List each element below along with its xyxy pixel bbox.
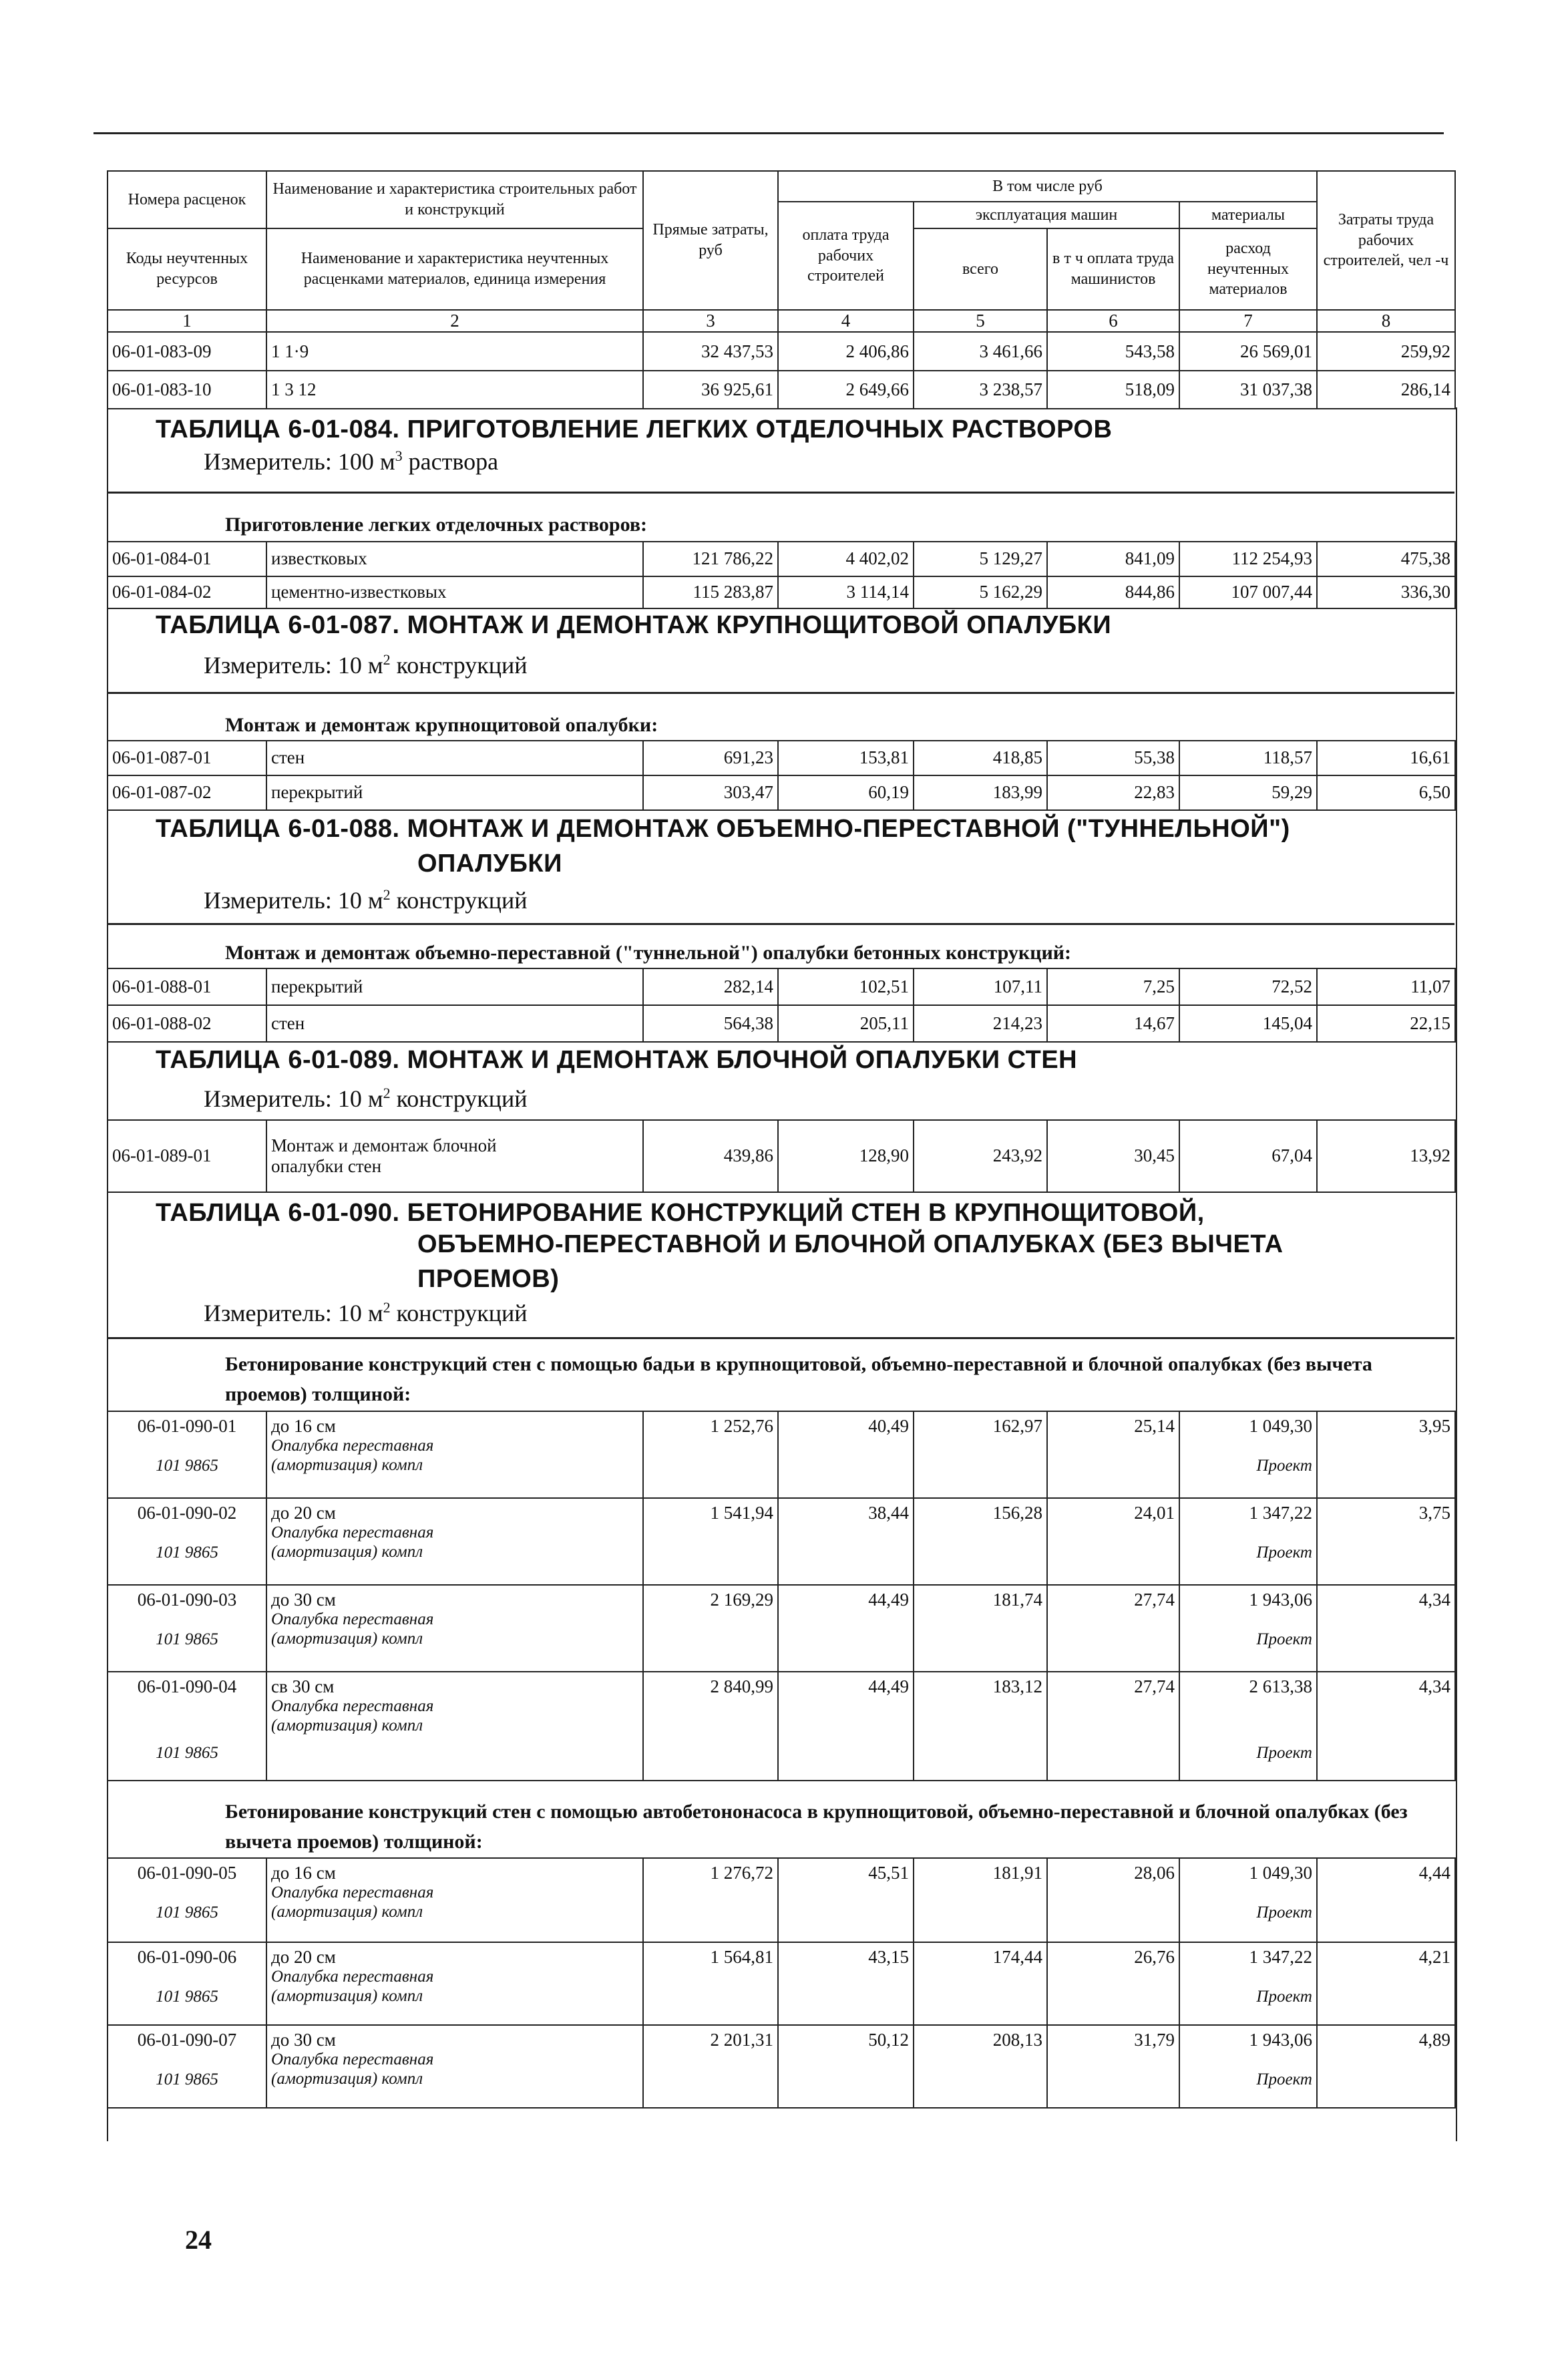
rate-code-cell: [108, 1498, 266, 1585]
machinist-pay: 28,06: [1047, 1858, 1179, 1942]
work-name: стен: [266, 741, 643, 775]
work-name: перекрытий: [266, 968, 643, 1005]
machines-total: 174,44: [914, 1942, 1047, 2025]
machinist-pay: 543,58: [1047, 332, 1179, 371]
direct-costs: 1 564,81: [643, 1942, 778, 2025]
materials: 1 347,22: [1249, 1503, 1312, 1523]
direct-costs: 1 252,76: [643, 1411, 778, 1498]
labor-pay: 40,49: [778, 1411, 914, 1498]
section-title-089: [156, 1046, 1077, 1075]
labor-hours: 4,34: [1317, 1672, 1455, 1781]
measure-exponent: 3: [395, 447, 403, 464]
section-number: ТАБЛИЦА 6-01-090.: [156, 1199, 400, 1227]
section-name: ПРИГОТОВЛЕНИЕ ЛЕГКИХ ОТДЕЛОЧНЫХ РАСТВОРОВ: [407, 415, 1113, 443]
resource-name: Опалубка переставная (амортизация) компл: [271, 1523, 434, 1561]
col-number: 8: [1317, 310, 1455, 332]
header-col1-bottom: Коды неучтенных ресурсов: [108, 228, 266, 310]
col-number: 2: [266, 310, 643, 332]
labor-pay: 50,12: [778, 2025, 914, 2108]
header-col2-top: Наименование и характеристика строительных работ и конструкций: [266, 171, 643, 228]
labor-pay: 44,49: [778, 1585, 914, 1672]
work-name-cell: [266, 1858, 643, 1942]
materials: 112 254,93: [1179, 542, 1317, 576]
machines-total: 5 129,27: [914, 542, 1047, 576]
materials: 145,04: [1179, 1005, 1317, 1042]
direct-costs: 691,23: [643, 741, 778, 775]
rate-code-cell: [108, 1942, 266, 2025]
direct-costs: 564,38: [643, 1005, 778, 1042]
materials: 107 007,44: [1179, 576, 1317, 608]
rate-code: 06-01-087-02: [108, 775, 266, 810]
rate-code: 06-01-084-01: [108, 542, 266, 576]
resource-name: Опалубка переставная (амортизация) компл: [271, 1437, 434, 1474]
rate-code: 06-01-090-02: [137, 1503, 237, 1523]
labor-pay: 44,49: [778, 1672, 914, 1781]
page-number: 24: [185, 2225, 212, 2255]
table-row: [108, 1120, 1455, 1192]
labor-pay: 205,11: [778, 1005, 914, 1042]
materials-note: Проект: [1256, 1457, 1312, 1475]
machinist-pay: 25,14: [1047, 1411, 1179, 1498]
machines-total: 107,11: [914, 968, 1047, 1005]
table-090-pump: [107, 1857, 1456, 2109]
materials: 1 943,06: [1249, 2030, 1312, 2050]
resource-code: 101 9865: [156, 1543, 218, 1562]
machines-total: 243,92: [914, 1120, 1047, 1192]
materials: 26 569,01: [1179, 332, 1317, 371]
measure-label: Измеритель: 100 м: [204, 448, 395, 475]
work-name: перекрытий: [266, 775, 643, 810]
labor-hours: 475,38: [1317, 542, 1455, 576]
subheading-087: Монтаж и демонтаж крупнощитовой опалубки:: [225, 714, 658, 736]
section-name: МОНТАЖ И ДЕМОНТАЖ ОБЪЕМНО-ПЕРЕСТАВНОЙ ("ТУННЕЛЬНОЙ"): [407, 815, 1290, 843]
table-row: [108, 1498, 1455, 1585]
resource-code: 101 9865: [156, 1988, 218, 2006]
header-col6: в т ч оплата труда машинистов: [1047, 228, 1179, 310]
direct-costs: 2 169,29: [643, 1585, 778, 1672]
machines-total: 208,13: [914, 2025, 1047, 2108]
header-col4: оплата труда рабочих строителей: [778, 202, 914, 310]
work-name-cell: [266, 2025, 643, 2108]
resource-code: 101 9865: [156, 1903, 218, 1922]
resource-name: Опалубка переставная (амортизация) компл: [271, 1697, 434, 1734]
measure-unit: конструкций: [396, 1300, 528, 1326]
materials: 2 613,38: [1249, 1676, 1312, 1696]
labor-hours: 16,61: [1317, 741, 1455, 775]
machines-total: 181,91: [914, 1858, 1047, 1942]
machinist-pay: 518,09: [1047, 371, 1179, 409]
direct-costs: 282,14: [643, 968, 778, 1005]
labor-hours: 4,44: [1317, 1858, 1455, 1942]
machines-total: 162,97: [914, 1411, 1047, 1498]
machinist-pay: 841,09: [1047, 542, 1179, 576]
labor-hours: 3,95: [1317, 1411, 1455, 1498]
machinist-pay: 27,74: [1047, 1672, 1179, 1781]
machines-total: 5 162,29: [914, 576, 1047, 608]
machines-total: 183,12: [914, 1672, 1047, 1781]
rate-code: 06-01-087-01: [108, 741, 266, 775]
materials: 72,52: [1179, 968, 1317, 1005]
rate-code: 06-01-083-10: [108, 371, 266, 409]
labor-hours: 11,07: [1317, 968, 1455, 1005]
measure-087: [204, 651, 528, 679]
machinist-pay: 55,38: [1047, 741, 1179, 775]
labor-hours: 4,21: [1317, 1942, 1455, 2025]
table-row: [108, 775, 1455, 810]
col-number: 5: [914, 310, 1047, 332]
work-name: до 20 см: [271, 1503, 336, 1523]
materials: 59,29: [1179, 775, 1317, 810]
labor-pay: 2 406,86: [778, 332, 914, 371]
work-name: Монтаж и демонтаж блочной опалубки стен: [266, 1120, 643, 1192]
rate-code: 06-01-089-01: [108, 1120, 266, 1192]
rate-code: 06-01-083-09: [108, 332, 266, 371]
work-name: 1 1·9: [266, 332, 643, 371]
measure-label: Измеритель: 10 м: [204, 1085, 383, 1112]
materials-note: Проект: [1256, 2070, 1312, 2089]
table-row: [108, 741, 1455, 775]
labor-hours: 4,34: [1317, 1585, 1455, 1672]
labor-hours: 13,92: [1317, 1120, 1455, 1192]
materials-note: Проект: [1256, 1903, 1312, 1922]
work-name-cell: [266, 1942, 643, 2025]
machines-total: 214,23: [914, 1005, 1047, 1042]
machinist-pay: 30,45: [1047, 1120, 1179, 1192]
machinist-pay: 14,67: [1047, 1005, 1179, 1042]
materials-cell: [1179, 2025, 1317, 2108]
machines-total: 3 238,57: [914, 371, 1047, 409]
labor-hours: 22,15: [1317, 1005, 1455, 1042]
rate-code-cell: [108, 1411, 266, 1498]
labor-pay: 43,15: [778, 1942, 914, 2025]
resource-name: Опалубка переставная (амортизация) компл: [271, 1610, 434, 1648]
table-row: [108, 542, 1455, 576]
machines-total: 183,99: [914, 775, 1047, 810]
materials-cell: [1179, 1672, 1317, 1781]
materials: 118,57: [1179, 741, 1317, 775]
measure-exponent: 2: [383, 886, 391, 903]
machinist-pay: 27,74: [1047, 1585, 1179, 1672]
measure-090: [204, 1299, 528, 1327]
work-name-cell: [266, 1585, 643, 1672]
direct-costs: 2 201,31: [643, 2025, 778, 2108]
measure-088: [204, 886, 528, 914]
machinist-pay: 22,83: [1047, 775, 1179, 810]
materials: 31 037,38: [1179, 371, 1317, 409]
direct-costs: 1 541,94: [643, 1498, 778, 1585]
header-col1-top: Номера расценок: [108, 171, 266, 228]
resource-code: 101 9865: [156, 1744, 218, 1763]
direct-costs: 115 283,87: [643, 576, 778, 608]
header-col3: Прямые затраты, руб: [643, 171, 778, 310]
table-088: [107, 968, 1456, 1043]
materials: 1 943,06: [1249, 1590, 1312, 1610]
materials-cell: [1179, 1942, 1317, 2025]
measure-exponent: 2: [383, 651, 391, 668]
section-number: ТАБЛИЦА 6-01-088.: [156, 815, 400, 843]
table-row: [108, 2025, 1455, 2108]
divider: [107, 1337, 1454, 1339]
rate-code: 06-01-090-03: [137, 1590, 237, 1610]
header-machines-group: эксплуатация машин: [914, 202, 1179, 228]
materials-note: Проект: [1256, 1744, 1312, 1763]
materials-cell: [1179, 1498, 1317, 1585]
resource-name: Опалубка переставная (амортизация) компл: [271, 1968, 434, 2005]
header-col2-bottom: Наименование и характеристика неучтенных расценками материалов, единица измерения: [266, 228, 643, 310]
rate-code-cell: [108, 2025, 266, 2108]
machines-total: 156,28: [914, 1498, 1047, 1585]
rate-code-cell: [108, 1585, 266, 1672]
work-name-cell: [266, 1672, 643, 1781]
rate-code: 06-01-090-04: [137, 1676, 237, 1696]
rate-code-cell: [108, 1858, 266, 1942]
table-row: [108, 1005, 1455, 1042]
labor-pay: 60,19: [778, 775, 914, 810]
section-title-090-line2: ОБЪЕМНО-ПЕРЕСТАВНОЙ И БЛОЧНОЙ ОПАЛУБКАХ (БЕЗ ВЫЧЕТА: [417, 1230, 1284, 1258]
table-row: [108, 1858, 1455, 1942]
resource-name: Опалубка переставная (амортизация) компл: [271, 2050, 434, 2088]
measure-unit: раствора: [408, 448, 499, 475]
work-name: до 16 см: [271, 1416, 336, 1436]
section-title-088: [156, 815, 1290, 844]
work-name-cell: [266, 1411, 643, 1498]
col-number: 3: [643, 310, 778, 332]
labor-hours: 4,89: [1317, 2025, 1455, 2108]
direct-costs: 121 786,22: [643, 542, 778, 576]
work-name: известковых: [266, 542, 643, 576]
subheading-090-bucket: Бетонирование конструкций стен с помощью бадьи в крупнощитовой, объемно-переставной и блочной опалубках (без вычета проемов) толщиной:: [225, 1353, 1372, 1405]
labor-pay: 128,90: [778, 1120, 914, 1192]
table-row: [108, 1411, 1455, 1498]
col-number: 7: [1179, 310, 1317, 332]
machinist-pay: 844,86: [1047, 576, 1179, 608]
machinist-pay: 24,01: [1047, 1498, 1179, 1585]
divider: [107, 692, 1454, 694]
resource-code: 101 9865: [156, 1630, 218, 1649]
labor-pay: 153,81: [778, 741, 914, 775]
resource-code: 101 9865: [156, 1457, 218, 1475]
table-row: [108, 576, 1455, 608]
labor-pay: 102,51: [778, 968, 914, 1005]
measure-label: Измеритель: 10 м: [204, 887, 383, 914]
measure-084: [204, 447, 498, 476]
materials-note: Проект: [1256, 1630, 1312, 1649]
labor-hours: 336,30: [1317, 576, 1455, 608]
header-table: [107, 170, 1456, 409]
rate-code: 06-01-084-02: [108, 576, 266, 608]
labor-hours: 286,14: [1317, 371, 1455, 409]
section-number: ТАБЛИЦА 6-01-087.: [156, 611, 400, 639]
materials-cell: [1179, 1411, 1317, 1498]
table-087: [107, 740, 1456, 811]
measure-unit: конструкций: [396, 887, 528, 914]
machines-total: 418,85: [914, 741, 1047, 775]
divider: [107, 492, 1454, 494]
subheading-088: Монтаж и демонтаж объемно-переставной ("туннельной") опалубки бетонных конструкций:: [225, 942, 1072, 964]
materials: 1 347,22: [1249, 1947, 1312, 1967]
section-number: ТАБЛИЦА 6-01-084.: [156, 415, 400, 443]
labor-pay: 4 402,02: [778, 542, 914, 576]
measure-exponent: 2: [383, 1085, 391, 1101]
labor-pay: 38,44: [778, 1498, 914, 1585]
col-number: 6: [1047, 310, 1179, 332]
materials-cell: [1179, 1858, 1317, 1942]
machinist-pay: 31,79: [1047, 2025, 1179, 2108]
section-title-087: [156, 611, 1111, 640]
direct-costs: 32 437,53: [643, 332, 778, 371]
section-name: БЕТОНИРОВАНИЕ КОНСТРУКЦИЙ СТЕН В КРУПНОЩИТОВОЙ,: [407, 1199, 1205, 1227]
header-group: В том числе руб: [778, 171, 1317, 202]
direct-costs: 1 276,72: [643, 1858, 778, 1942]
work-name: стен: [266, 1005, 643, 1042]
work-name: 1 3 12: [266, 371, 643, 409]
table-row: [108, 1942, 1455, 2025]
work-name: св 30 см: [271, 1676, 335, 1696]
machinist-pay: 7,25: [1047, 968, 1179, 1005]
direct-costs: 2 840,99: [643, 1672, 778, 1781]
section-name: МОНТАЖ И ДЕМОНТАЖ КРУПНОЩИТОВОЙ ОПАЛУБКИ: [407, 611, 1112, 639]
measure-unit: конструкций: [396, 652, 528, 679]
labor-pay: 45,51: [778, 1858, 914, 1942]
rate-code-cell: [108, 1672, 266, 1781]
section-title-090-line3: ПРОЕМОВ): [417, 1265, 560, 1293]
table-row: [108, 371, 1455, 409]
header-col8: Затраты труда рабочих строителей, чел -ч: [1317, 171, 1455, 310]
work-name: до 20 см: [271, 1947, 336, 1967]
machines-total: 181,74: [914, 1585, 1047, 1672]
labor-hours: 6,50: [1317, 775, 1455, 810]
header-col5: всего: [914, 228, 1047, 310]
labor-pay: 2 649,66: [778, 371, 914, 409]
materials-cell: [1179, 1585, 1317, 1672]
labor-hours: 3,75: [1317, 1498, 1455, 1585]
divider: [107, 923, 1454, 925]
work-name: до 30 см: [271, 2030, 336, 2050]
measure-unit: конструкций: [396, 1085, 528, 1112]
section-title-090: [156, 1196, 1205, 1230]
rate-code: 06-01-088-02: [108, 1005, 266, 1042]
section-name: МОНТАЖ И ДЕМОНТАЖ БЛОЧНОЙ ОПАЛУБКИ СТЕН: [407, 1046, 1078, 1074]
direct-costs: 36 925,61: [643, 371, 778, 409]
section-title-088-line2: ОПАЛУБКИ: [417, 850, 562, 878]
col-number: 1: [108, 310, 266, 332]
machines-total: 3 461,66: [914, 332, 1047, 371]
table-row: [108, 332, 1455, 371]
labor-hours: 259,92: [1317, 332, 1455, 371]
measure-089: [204, 1085, 528, 1113]
materials-note: Проект: [1256, 1543, 1312, 1562]
section-number: ТАБЛИЦА 6-01-089.: [156, 1046, 400, 1074]
materials-note: Проект: [1256, 1988, 1312, 2006]
rate-code: 06-01-090-05: [137, 1863, 237, 1883]
table-084: [107, 541, 1456, 609]
top-rule: [93, 132, 1444, 134]
direct-costs: 303,47: [643, 775, 778, 810]
work-name: до 16 см: [271, 1863, 336, 1883]
col-number: 4: [778, 310, 914, 332]
materials: 1 049,30: [1249, 1863, 1312, 1883]
work-name: цементно-известковых: [266, 576, 643, 608]
table-row: [108, 968, 1455, 1005]
rate-code: 06-01-090-01: [137, 1416, 237, 1436]
measure-label: Измеритель: 10 м: [204, 1300, 383, 1326]
section-title-084: [156, 415, 1112, 444]
header-materials-group: материалы: [1179, 202, 1317, 228]
labor-pay: 3 114,14: [778, 576, 914, 608]
table-089: [107, 1119, 1456, 1193]
table-row: [108, 1585, 1455, 1672]
table-090-bucket: [107, 1411, 1456, 1781]
materials: 1 049,30: [1249, 1416, 1312, 1436]
subheading-090-pump: Бетонирование конструкций стен с помощью автобетононасоса в крупнощитовой, объемно-переставной и блочной опалубках (без вычета проемов) толщиной:: [225, 1801, 1408, 1853]
table-row: [108, 1672, 1455, 1781]
subheading-084: Приготовление легких отделочных растворов:: [225, 514, 648, 536]
resource-code: 101 9865: [156, 2070, 218, 2089]
resource-name: Опалубка переставная (амортизация) компл: [271, 1883, 434, 1921]
header-col7: расход неучтенных материалов: [1179, 228, 1317, 310]
machinist-pay: 26,76: [1047, 1942, 1179, 2025]
work-name-cell: [266, 1498, 643, 1585]
measure-label: Измеритель: 10 м: [204, 652, 383, 679]
work-name: до 30 см: [271, 1590, 336, 1610]
rate-code: 06-01-090-06: [137, 1947, 237, 1967]
materials: 67,04: [1179, 1120, 1317, 1192]
rate-code: 06-01-090-07: [137, 2030, 237, 2050]
measure-exponent: 2: [383, 1299, 391, 1316]
direct-costs: 439,86: [643, 1120, 778, 1192]
rate-code: 06-01-088-01: [108, 968, 266, 1005]
